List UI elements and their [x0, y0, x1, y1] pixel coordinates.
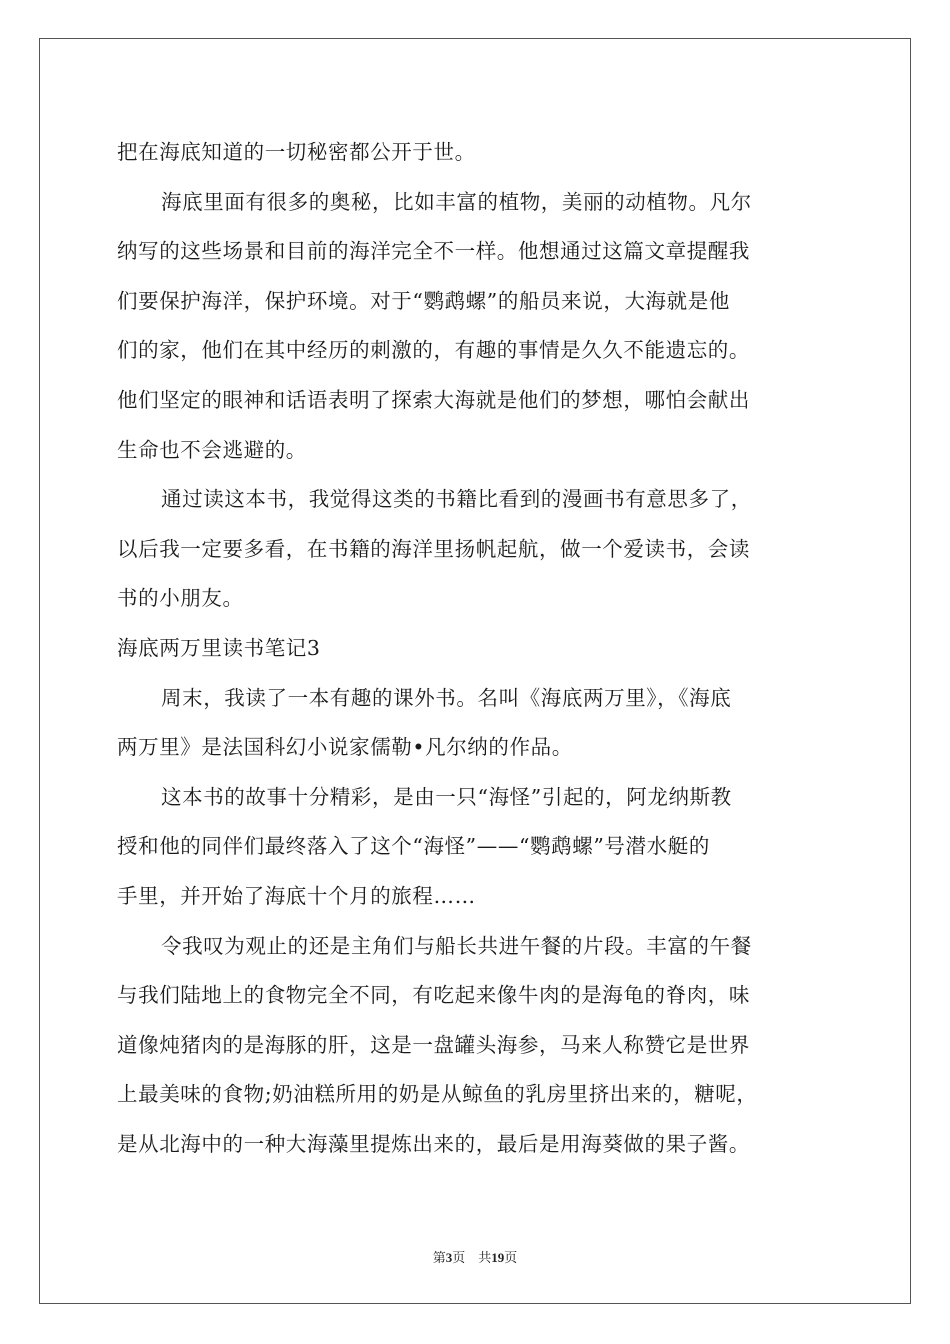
text-line: 两万里》是法国科幻小说家儒勒•凡尔纳的作品。: [117, 735, 573, 760]
text-line: 与我们陆地上的食物完全不同，有吃起来像牛肉的是海龟的脊肉，味: [117, 983, 750, 1008]
text-line: 海底里面有很多的奥秘，比如丰富的植物，美丽的动植物。凡尔: [161, 189, 752, 214]
text-line: 手里，并开始了海底十个月的旅程……: [117, 883, 476, 908]
text-line: 道像炖猪肉的是海豚的肝，这是一盘罐头海参，马来人称赞它是世界: [117, 1032, 750, 1057]
text-line: 们的家，他们在其中经历的刺激的，有趣的事情是久久不能遗忘的。: [117, 338, 750, 363]
footer-middle: 页 共: [452, 1250, 492, 1265]
text-line: 周末，我读了一本有趣的课外书。名叫《海底两万里》，《海底: [161, 685, 732, 710]
text-line: 纳写的这些场景和目前的海洋完全不一样。他想通过这篇文章提醒我: [117, 239, 750, 264]
text-line: 这本书的故事十分精彩，是由一只“海怪”引起的，阿龙纳斯教: [161, 784, 732, 809]
text-line: 们要保护海洋，保护环境。对于“鹦鹉螺”的船员来说，大海就是他: [117, 288, 730, 313]
text-line: 他们坚定的眼神和话语表明了探索大海就是他们的梦想，哪怕会献出: [117, 387, 750, 412]
text-line: 令我叹为观止的还是主角们与船长共进午餐的片段。丰富的午餐: [161, 933, 752, 958]
document-body: [117, 128, 837, 1169]
footer-page-number: 3: [445, 1250, 453, 1265]
text-line: 以后我一定要多看，在书籍的海洋里扬帆起航，做一个爱读书，会读: [117, 536, 750, 561]
text-line: 是从北海中的一种大海藻里提炼出来的，最后是用海葵做的果子酱。: [117, 1131, 750, 1156]
section-heading: 海底两万里读书笔记3: [117, 635, 321, 660]
text-line: 生命也不会逃避的。: [117, 437, 307, 462]
text-line: 书的小朋友。: [117, 586, 244, 611]
text-line: 上最美味的食物;奶油糕所用的奶是从鲸鱼的乳房里挤出来的，糖呢，: [117, 1082, 758, 1107]
text-line: 通过读这本书，我觉得这类的书籍比看到的漫画书有意思多了，: [161, 487, 752, 512]
text-line: 授和他的同伴们最终落入了这个“海怪”——“鹦鹉螺”号潜水艇的: [117, 834, 710, 859]
page-footer: [0, 1247, 950, 1266]
footer-prefix: 第: [432, 1250, 446, 1265]
text-line: 把在海底知道的一切秘密都公开于世。: [117, 140, 476, 164]
footer-suffix: 页: [504, 1250, 518, 1265]
footer-total-pages: 19: [491, 1250, 505, 1265]
